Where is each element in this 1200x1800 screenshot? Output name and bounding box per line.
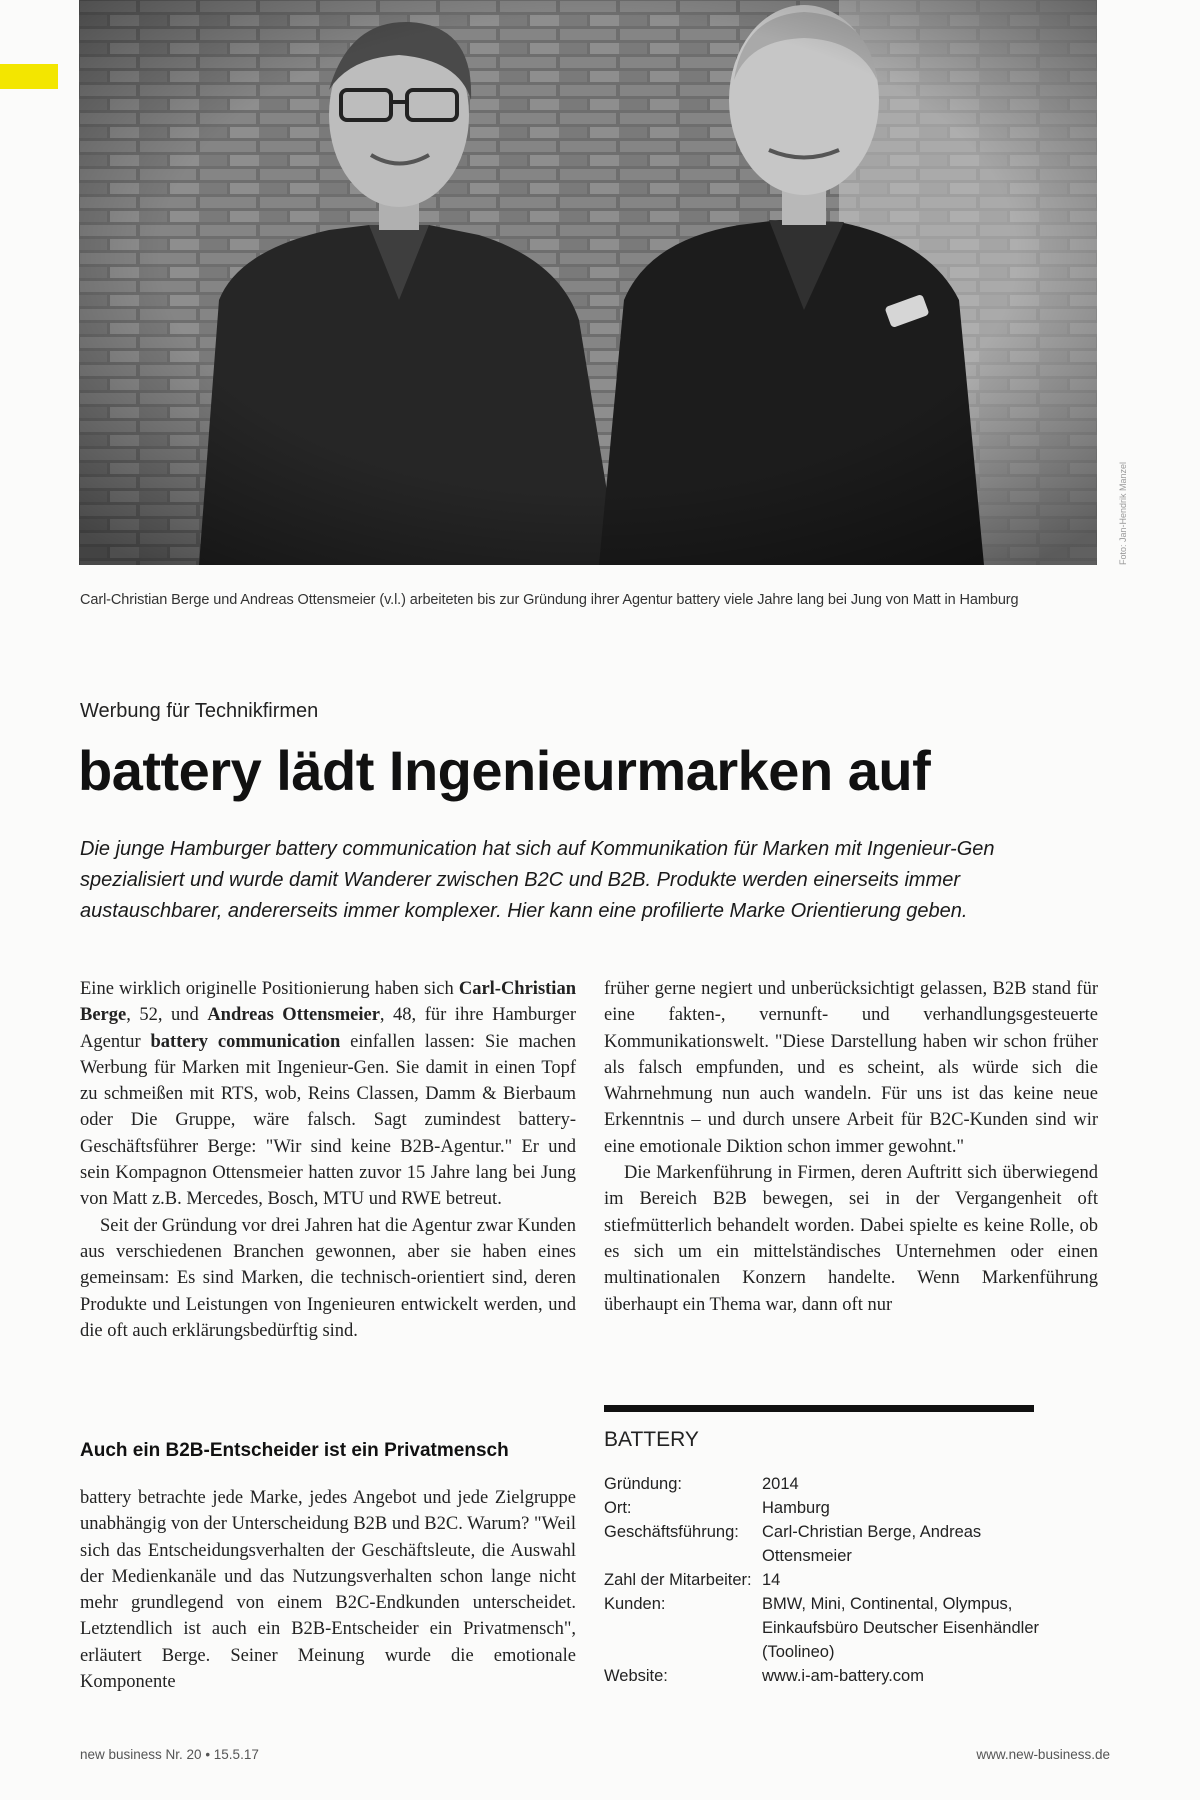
factbox-key-management: Geschäftsführung: [604, 1523, 739, 1541]
article-subhead: Auch ein B2B-Entscheider ist ein Privatmensch [80, 1440, 509, 1461]
photo-credit: Foto: Jan-Hendrik Manzel [1118, 461, 1128, 565]
photo-illustration [79, 0, 1097, 565]
factbox-title: BATTERY [604, 1428, 699, 1451]
article-paragraph-4: früher gerne negiert und unberücksichtigt gelassen, B2B stand für eine fakten-, vernunft- und verhandlungsgesteuerte Kommunikationswelt. "Diese Darstellung haben wir schon früher als falsch empfunden, und es scheint, als würde sich die Wahrnehmung nun auch wandeln. Für uns ist das keine neue Erkenntnis – und durch unsere Arbeit für B2C-Kunden sind wir eine emotionale Diktion schon immer gewohnt." [604, 979, 1098, 1157]
yellow-page-marker [0, 64, 58, 89]
factbox-key-clients: Kunden: [604, 1595, 666, 1613]
text-run: , 52, und [126, 1005, 208, 1026]
factbox-value-clients-line2: Einkaufsbüro Deutscher Eisenhändler [762, 1619, 1039, 1637]
factbox-value-employees: 14 [762, 1571, 781, 1589]
factbox-value-clients-line1: BMW, Mini, Continental, Olympus, [762, 1595, 1013, 1613]
person-name-berge: Carl-Christian Berge [80, 979, 576, 1026]
text-run: einfallen lassen: Sie machen Werbung für Marken mit Ingenieur-Gen. Sie damit in einen Topf zu schmeißen mit RTS, wob, Reins Classen, Damm & Bierbaum oder Die Gruppe, wäre falsch. Sagt zumindest battery-Geschäftsführer Berge: "Wir sind keine B2B-Agentur." Er und sein Kompagnon Ottensmeier hatten zuvor 15 Jahre lang bei Jung von Matt z.B. Mercedes, Bosch, MTU und RWE betreut. [80, 1031, 576, 1210]
factbox-key-website: Website: [604, 1667, 668, 1685]
article-column-left-lower [80, 1485, 576, 1695]
article-paragraph-3: battery betrachte jede Marke, jedes Angebot und jede Zielgruppe unabhängig von der Unterscheidung B2B und B2C. Warum? "Weil sich das Entscheidungsverhalten der Geschäftsleute, die Auswahl der Medienkanäle und das Nutzungsverhalten schon lange nicht mehr grundlegend von einem B2C-Endkunden unterscheidet. Letztendlich ist auch ein B2B-Entscheider ein Privatmensch", erläutert Berge. Seiner Meinung wurde die emotionale Komponente [80, 1488, 576, 1693]
footer-issue: new business Nr. 20 • 15.5.17 [80, 1747, 259, 1762]
photo-caption: Carl-Christian Berge und Andreas Ottensmeier (v.l.) arbeiteten bis zur Gründung ihrer Agentur battery viele Jahre lang bei Jung von Matt in Hamburg [80, 592, 1019, 608]
factbox-value-founded: 2014 [762, 1475, 799, 1493]
factbox-key-location: Ort: [604, 1499, 632, 1517]
factbox-value-location: Hamburg [762, 1499, 830, 1517]
agency-name: battery communication [150, 1031, 341, 1052]
article-headline: battery lädt Ingenieurmarken auf [78, 739, 931, 802]
factbox-value-website: www.i-am-battery.com [762, 1667, 924, 1685]
text-run: , 48, für ihre Hamburger Agentur [80, 1005, 576, 1052]
article-photo [79, 0, 1097, 565]
article-paragraph-5: Die Markenführung in Firmen, deren Auftritt sich überwiegend im Bereich B2B bewegen, sei in der Vergangenheit oft stiefmütterlich behandelt worden. Dabei spielte es keine Rolle, ob es sich um ein mittelständisches Unternehmen oder einen multinationalen Konzern handelte. Wenn Markenführung überhaupt ein Thema war, dann oft nur [604, 1163, 1098, 1315]
factbox-value-management-line1: Carl-Christian Berge, Andreas [762, 1523, 982, 1541]
text-run: Eine wirklich originelle Positionierung haben sich [80, 979, 459, 999]
article-column-left [80, 976, 576, 1344]
footer-website: www.new-business.de [976, 1747, 1110, 1762]
article-paragraph-2: Seit der Gründung vor drei Jahren hat die Agentur zwar Kunden aus verschiedenen Branchen gewonnen, aber sie haben eines gemeinsam: Es sind Marken, die technisch-orientiert sind, deren Produkte und Leistungen von Ingenieuren entwickelt werden, und die oft auch erklärungsbedürftig sind. [80, 1215, 576, 1341]
factbox-key-founded: Gründung: [604, 1475, 682, 1493]
factbox-rule [604, 1405, 1034, 1412]
factbox-value-clients-line3: (Toolineo) [762, 1643, 835, 1661]
article-kicker: Werbung für Technikfirmen [80, 700, 319, 722]
factbox-key-employees: Zahl der Mitarbeiter: [604, 1571, 752, 1589]
person-name-ottensmeier: Andreas Ottensmeier [207, 1005, 380, 1026]
article-paragraph-1 [80, 976, 576, 1213]
article-lead: Die junge Hamburger battery communication hat sich auf Kommunikation für Marken mit Ingenieur-Gen spezialisiert und wurde damit Wanderer zwischen B2C und B2B. Produkte werden einerseits immer austauschbarer, andererseits immer komplexer. Hier kann eine profilierte Marke Orientierung geben. [80, 838, 995, 922]
factbox-value-management-line2: Ottensmeier [762, 1547, 852, 1565]
article-column-right [604, 976, 1098, 1318]
